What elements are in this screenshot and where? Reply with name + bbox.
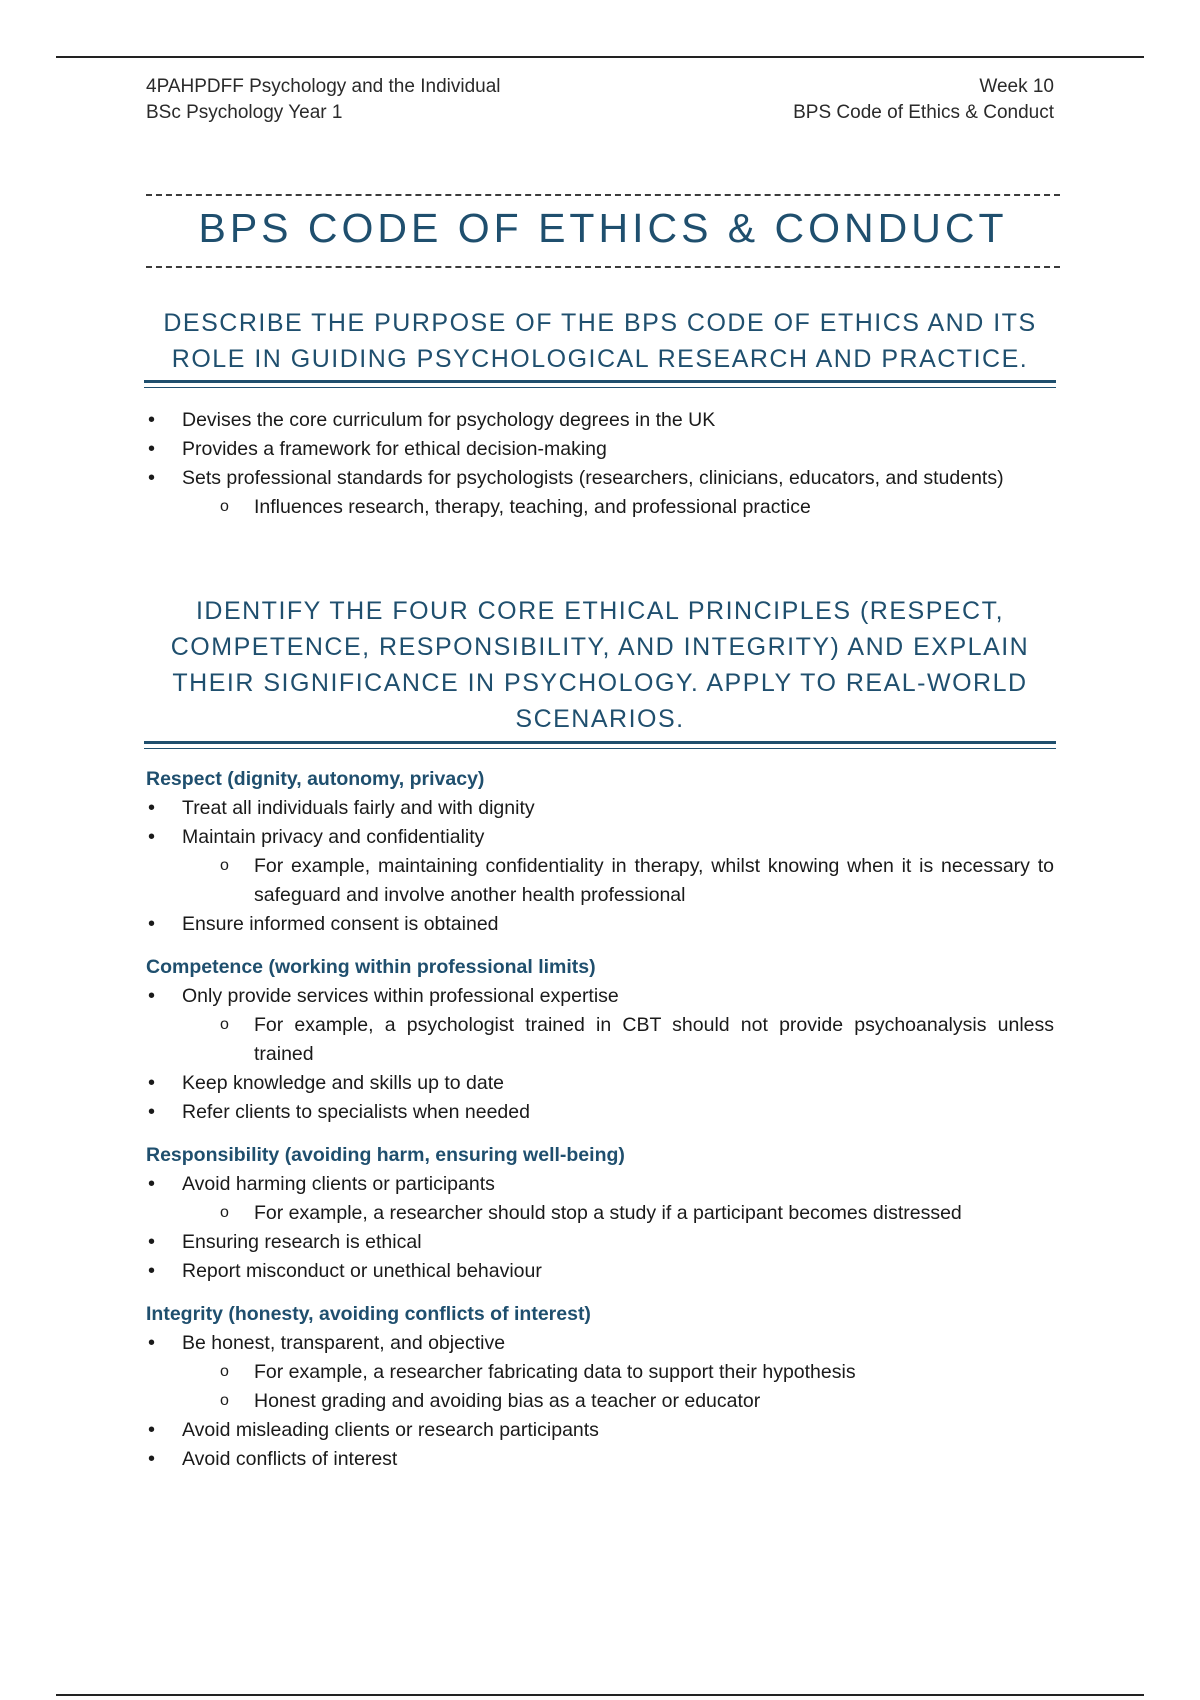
title-dashed-rule-top bbox=[146, 194, 1060, 196]
sub-list-item: o For example, a researcher should stop a study if a participant becomes distressed bbox=[146, 1199, 1054, 1228]
list-item: • Refer clients to specialists when needed bbox=[146, 1098, 1054, 1127]
section2-content bbox=[146, 765, 1054, 1474]
course-title: 4PAHPDFF Psychology and the Individual bbox=[146, 76, 501, 97]
sub-list-item: o For example, a psychologist trained in CBT should not provide psychoanalysis unless trained bbox=[146, 1011, 1054, 1069]
section1-list bbox=[146, 406, 1054, 522]
section2-rule bbox=[144, 741, 1056, 749]
section1-rule bbox=[144, 380, 1056, 388]
list-item: • Provides a framework for ethical decision-making bbox=[146, 435, 1054, 464]
list-item bbox=[146, 982, 1054, 1069]
list-item bbox=[146, 1170, 1054, 1228]
bottom-rule bbox=[56, 1694, 1144, 1696]
sub-list bbox=[182, 852, 1054, 910]
list-item: • Keep knowledge and skills up to date bbox=[146, 1069, 1054, 1098]
sub-list bbox=[182, 1358, 1054, 1416]
integrity-list bbox=[146, 1329, 1054, 1474]
sub-list-item: o Influences research, therapy, teaching, and professional practice bbox=[146, 493, 1054, 522]
header-right bbox=[793, 74, 1054, 126]
title-block bbox=[146, 194, 1060, 268]
list-item: • Avoid conflicts of interest bbox=[146, 1445, 1054, 1474]
sub-list bbox=[182, 1011, 1054, 1069]
list-item-text: Only provide services within professional expertise bbox=[182, 985, 619, 1007]
list-item: • Ensuring research is ethical bbox=[146, 1228, 1054, 1257]
week-label: Week 10 bbox=[979, 76, 1054, 97]
section2-heading: IDENTIFY THE FOUR CORE ETHICAL PRINCIPLES (RESPECT, COMPETENCE, RESPONSIBILITY, AND INTEGRITY) AND EXPLAIN THEIR SIGNIFICANCE IN PSYCHOLOGY. APPLY TO REAL-WORLD SCENARIOS. bbox=[170, 597, 1030, 733]
sub-list-item: o Honest grading and avoiding bias as a teacher or educator bbox=[146, 1387, 1054, 1416]
list-item: • Devises the core curriculum for psychology degrees in the UK bbox=[146, 406, 1054, 435]
programme: BSc Psychology Year 1 bbox=[146, 102, 343, 123]
list-item: • Ensure informed consent is obtained bbox=[146, 910, 1054, 939]
responsibility-list bbox=[146, 1170, 1054, 1286]
list-item bbox=[146, 823, 1054, 910]
topic-label: BPS Code of Ethics & Conduct bbox=[793, 102, 1054, 123]
respect-heading: Respect (dignity, autonomy, privacy) bbox=[146, 768, 485, 790]
competence-list bbox=[146, 982, 1054, 1127]
list-item-text: Be honest, transparent, and objective bbox=[182, 1332, 506, 1354]
list-item: • Avoid misleading clients or research participants bbox=[146, 1416, 1054, 1445]
integrity-heading: Integrity (honesty, avoiding conflicts of interest) bbox=[146, 1303, 591, 1325]
list-item-text: Maintain privacy and confidentiality bbox=[182, 826, 485, 848]
section1-heading: DESCRIBE THE PURPOSE OF THE BPS CODE OF ETHICS AND ITS ROLE IN GUIDING PSYCHOLOGICAL RESEARCH AND PRACTICE. bbox=[163, 309, 1037, 373]
competence-heading: Competence (working within professional limits) bbox=[146, 956, 596, 978]
responsibility-heading: Responsibility (avoiding harm, ensuring well-being) bbox=[146, 1144, 625, 1166]
document-title: BPS CODE OF ETHICS & CONDUCT bbox=[198, 205, 1008, 251]
header-left bbox=[146, 74, 501, 126]
top-rule bbox=[56, 56, 1144, 58]
sub-list-item: o For example, maintaining confidentiality in therapy, whilst knowing when it is necessary to safeguard and involve another health professional bbox=[146, 852, 1054, 910]
sub-list bbox=[182, 493, 1054, 522]
sub-list bbox=[182, 1199, 1054, 1228]
list-item: • Report misconduct or unethical behaviour bbox=[146, 1257, 1054, 1286]
list-item bbox=[146, 464, 1054, 522]
title-dashed-rule-bottom bbox=[146, 266, 1060, 268]
sub-list-item: o For example, a researcher fabricating data to support their hypothesis bbox=[146, 1358, 1054, 1387]
list-item-text: Avoid harming clients or participants bbox=[182, 1173, 495, 1195]
section1-content bbox=[146, 406, 1054, 522]
list-item bbox=[146, 1329, 1054, 1416]
list-item: • Treat all individuals fairly and with dignity bbox=[146, 794, 1054, 823]
list-item-text: Sets professional standards for psychologists (researchers, clinicians, educators, and students) bbox=[182, 467, 1004, 489]
respect-list bbox=[146, 794, 1054, 939]
